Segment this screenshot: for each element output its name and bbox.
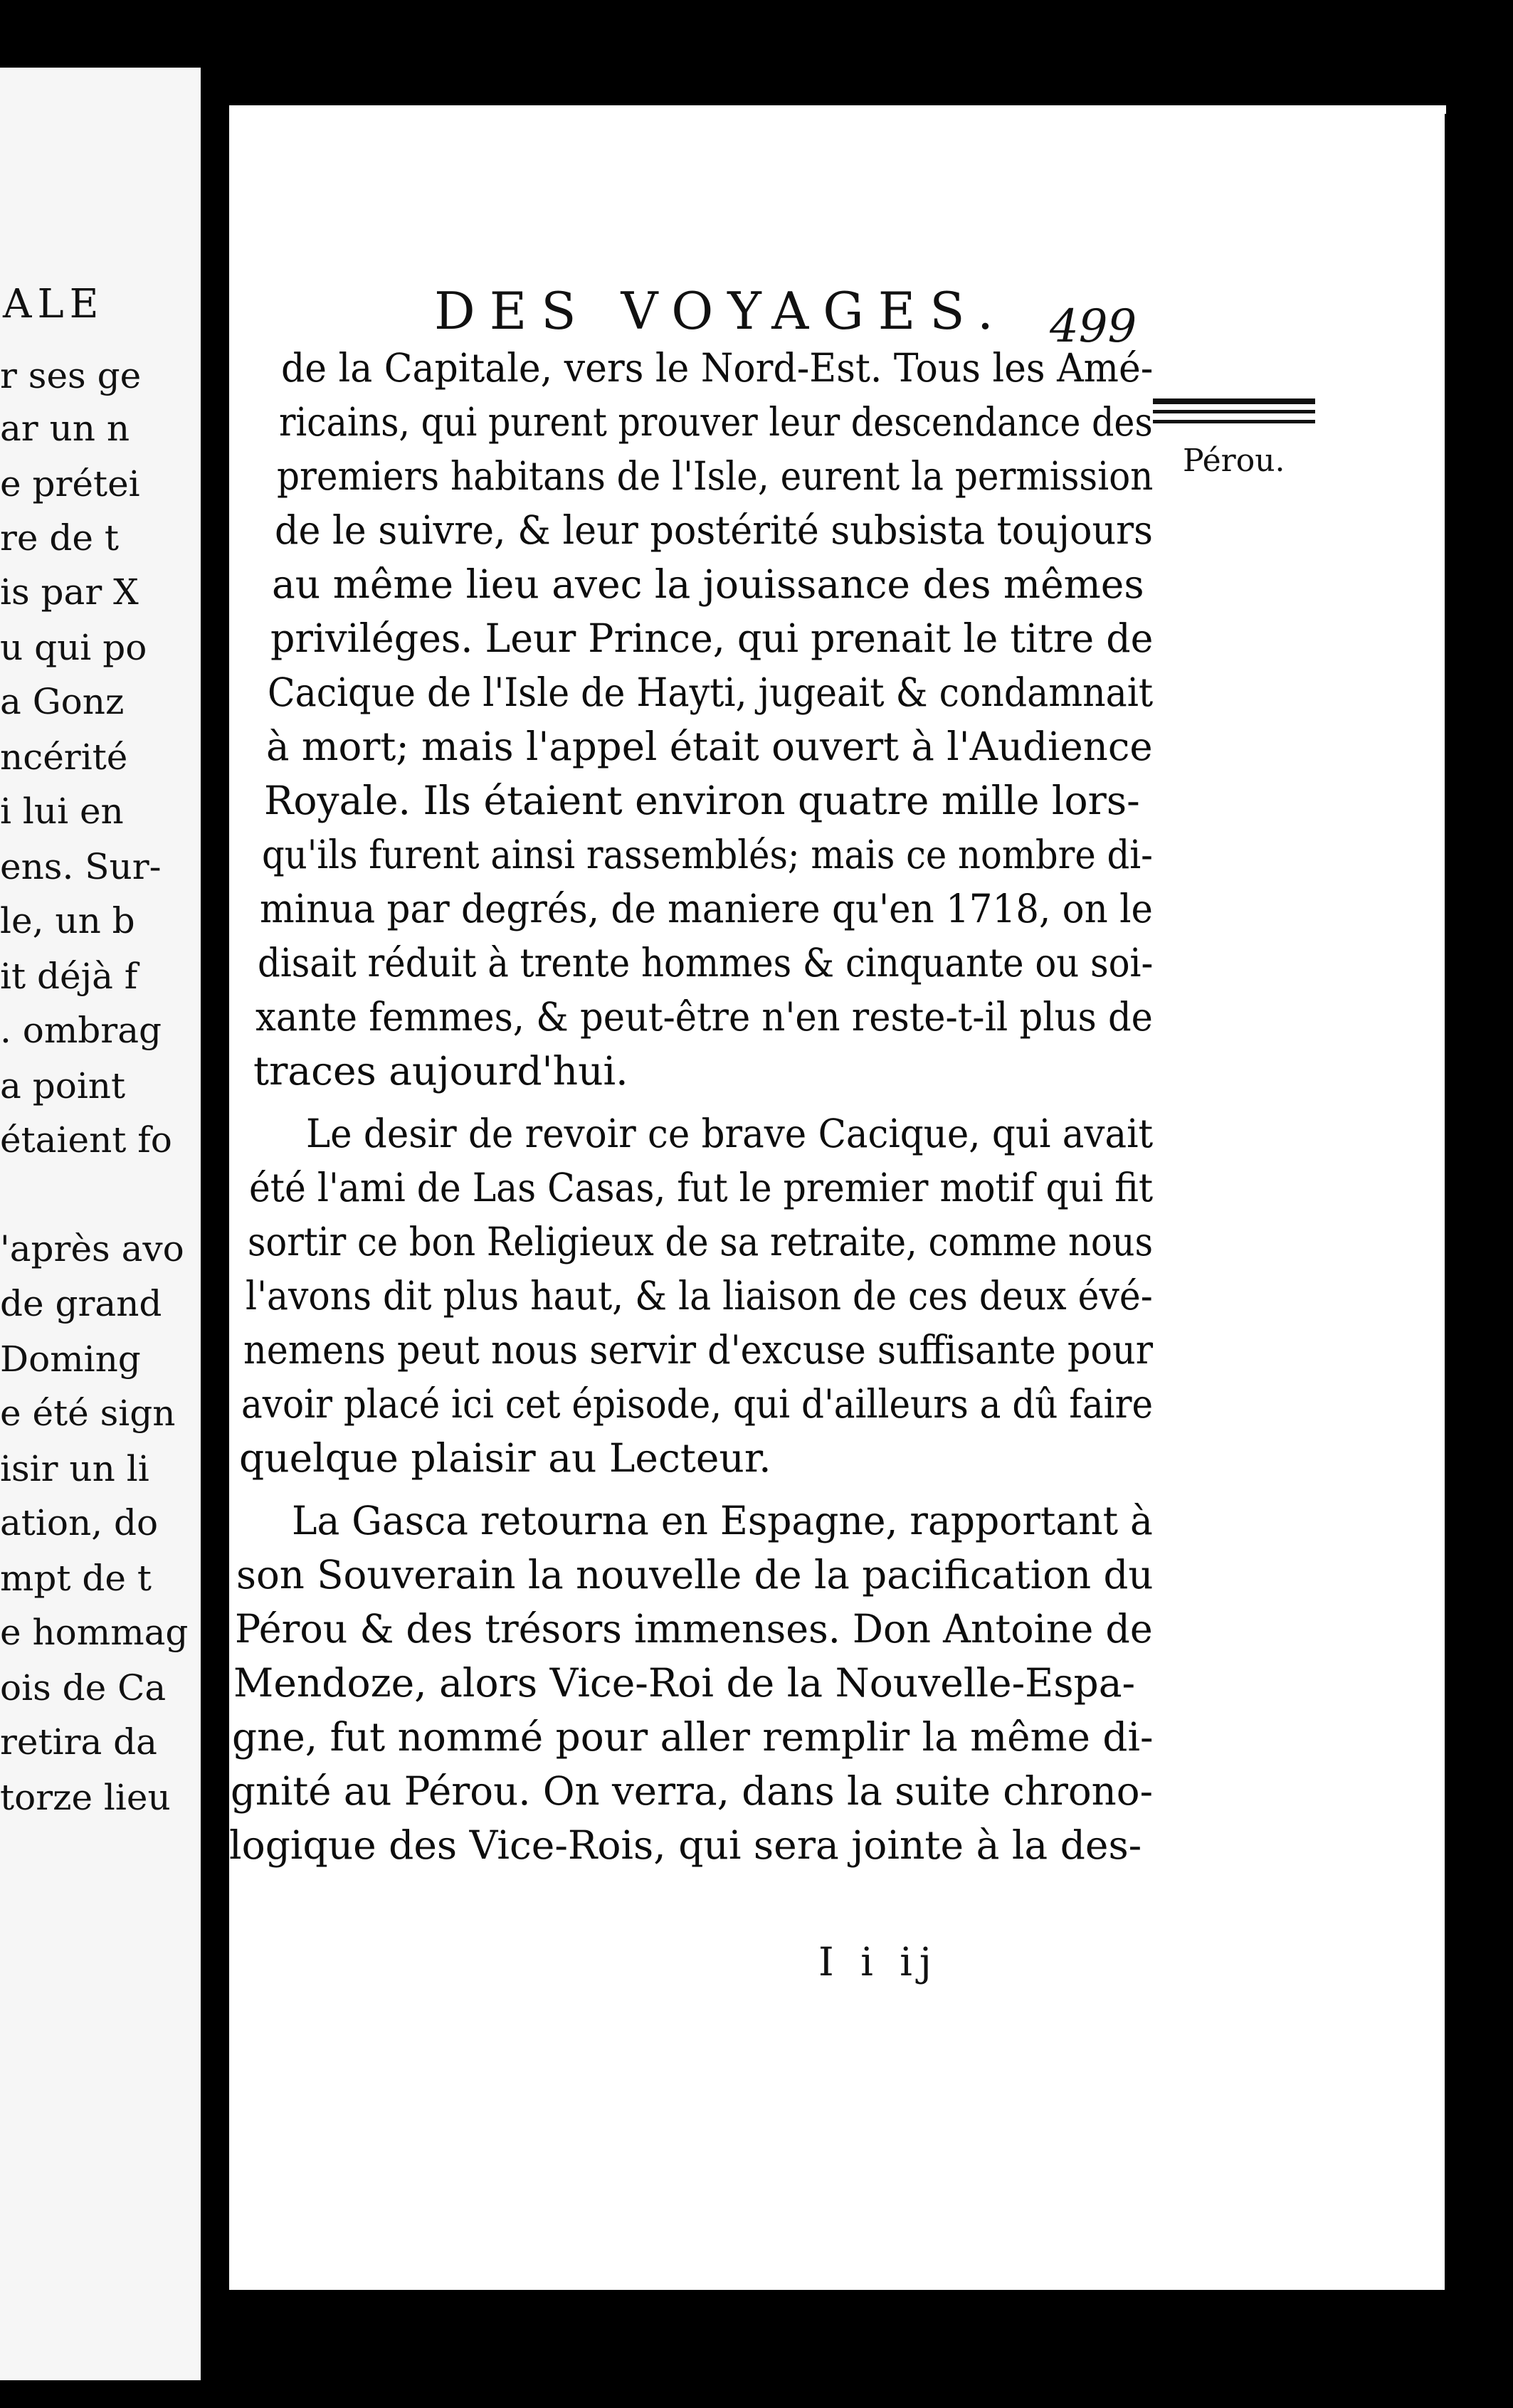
text-line: Le desir de revoir ce brave Cacique, qui avait: [306, 1111, 1154, 1156]
text-line: disait réduit à trente hommes & cinquante ou soi-: [258, 940, 1154, 986]
text-line: premiers habitans de l'Isle, eurent la permission: [277, 453, 1154, 499]
left-page-fragment: retira da: [0, 1721, 157, 1763]
left-page-fragment: de grand: [0, 1283, 162, 1324]
text-line: traces aujourd'hui.: [253, 1048, 628, 1094]
left-page-fragment: mpt de t: [0, 1558, 152, 1599]
text-line: nemens peut nous servir d'excuse suffisante pour: [243, 1327, 1154, 1373]
left-page-fragment: it déjà f: [0, 956, 138, 997]
left-page-fragment: i lui en: [0, 791, 124, 832]
left-page-fragment: ois de Ca: [0, 1667, 167, 1709]
left-page-fragment: isir un li: [0, 1448, 149, 1489]
text-line: au même lieu avec la jouissance des mêmes: [272, 561, 1144, 607]
margin-note: Pérou.: [1183, 443, 1285, 479]
text-line: gnité au Pérou. On verra, dans la suite chrono-: [231, 1768, 1153, 1814]
running-head: DES VOYAGES.: [434, 281, 1008, 341]
page-number: 499: [1050, 300, 1137, 353]
left-page-fragment: Doming: [0, 1338, 141, 1380]
left-page-fragment: étaient fo: [0, 1119, 172, 1161]
left-page-fragment: . ombrag: [0, 1010, 162, 1051]
left-page-fragment: ation, do: [0, 1502, 159, 1543]
text-line: logique des Vice-Rois, qui sera jointe à la des-: [229, 1822, 1142, 1868]
margin-rule: [1153, 398, 1315, 404]
left-page: [0, 68, 201, 2380]
left-page-fragment: le, un b: [0, 900, 135, 941]
margin-rule: [1153, 410, 1315, 413]
left-page-fragment: ALE: [3, 281, 105, 327]
text-line: sortir ce bon Religieux de sa retraite, comme nous: [248, 1219, 1153, 1264]
text-line: minua par degrés, de maniere qu'en 1718, on le: [260, 886, 1153, 931]
text-line: gne, fut nommé pour aller remplir la même di-: [232, 1714, 1154, 1760]
margin-rule: [1153, 420, 1315, 423]
text-line: priviléges. Leur Prince, qui prenait le titre de: [270, 616, 1154, 661]
text-line: qu'ils furent ainsi rassemblés; mais ce nombre di-: [262, 832, 1153, 877]
text-line: Royale. Ils étaient environ quatre mille lors-: [264, 778, 1140, 823]
left-page-fragment: torze lieu: [0, 1777, 171, 1818]
signature-mark: I i ij: [818, 1939, 939, 1985]
text-line: avoir placé ici cet épisode, qui d'ailleurs a dû faire: [241, 1381, 1154, 1427]
left-page-fragment: e prétei: [0, 463, 140, 505]
text-line: Mendoze, alors Vice-Roi de la Nouvelle-Espa-: [233, 1660, 1136, 1706]
book-gutter: [201, 57, 229, 2384]
text-line: La Gasca retourna en Espagne, rapportant à: [292, 1498, 1153, 1543]
text-line: son Souverain la nouvelle de la pacification du: [236, 1552, 1154, 1598]
left-page-fragment: e été sign: [0, 1393, 176, 1434]
text-line: xante femmes, & peut-être n'en reste-t-il plus de: [255, 994, 1153, 1040]
text-line: à mort; mais l'appel était ouvert à l'Audience: [266, 724, 1153, 769]
text-line: quelque plaisir au Lecteur.: [239, 1435, 771, 1481]
left-page-fragment: u qui po: [0, 627, 147, 668]
left-page-fragment: a Gonz: [0, 681, 125, 722]
left-page-fragment: ens. Sur-: [0, 846, 162, 887]
left-page-fragment: ncérité: [0, 736, 128, 778]
left-page-fragment: e hommag: [0, 1612, 189, 1653]
text-line: été l'ami de Las Casas, fut le premier motif qui fit: [249, 1165, 1154, 1210]
text-line: Cacique de l'Isle de Hayti, jugeait & condamnait: [268, 670, 1154, 715]
text-line: de le suivre, & leur postérité subsista toujours: [275, 507, 1153, 553]
page-edge: [1445, 114, 1453, 2291]
text-line: Pérou & des trésors immenses. Don Antoine de: [235, 1606, 1153, 1652]
left-page-fragment: a point: [0, 1065, 126, 1107]
text-line: ricains, qui purent prouver leur descendance des: [279, 399, 1153, 445]
text-line: de la Capitale, vers le Nord-Est. Tous les Amé-: [281, 345, 1154, 391]
left-page-fragment: re de t: [0, 517, 119, 559]
left-page-fragment: ar un n: [0, 408, 130, 449]
left-page-fragment: r ses ge: [0, 355, 142, 396]
text-line: l'avons dit plus haut, & la liaison de ces deux évé-: [246, 1273, 1153, 1319]
left-page-fragment: 'après avo: [0, 1228, 184, 1269]
left-page-fragment: is par X: [0, 571, 139, 613]
